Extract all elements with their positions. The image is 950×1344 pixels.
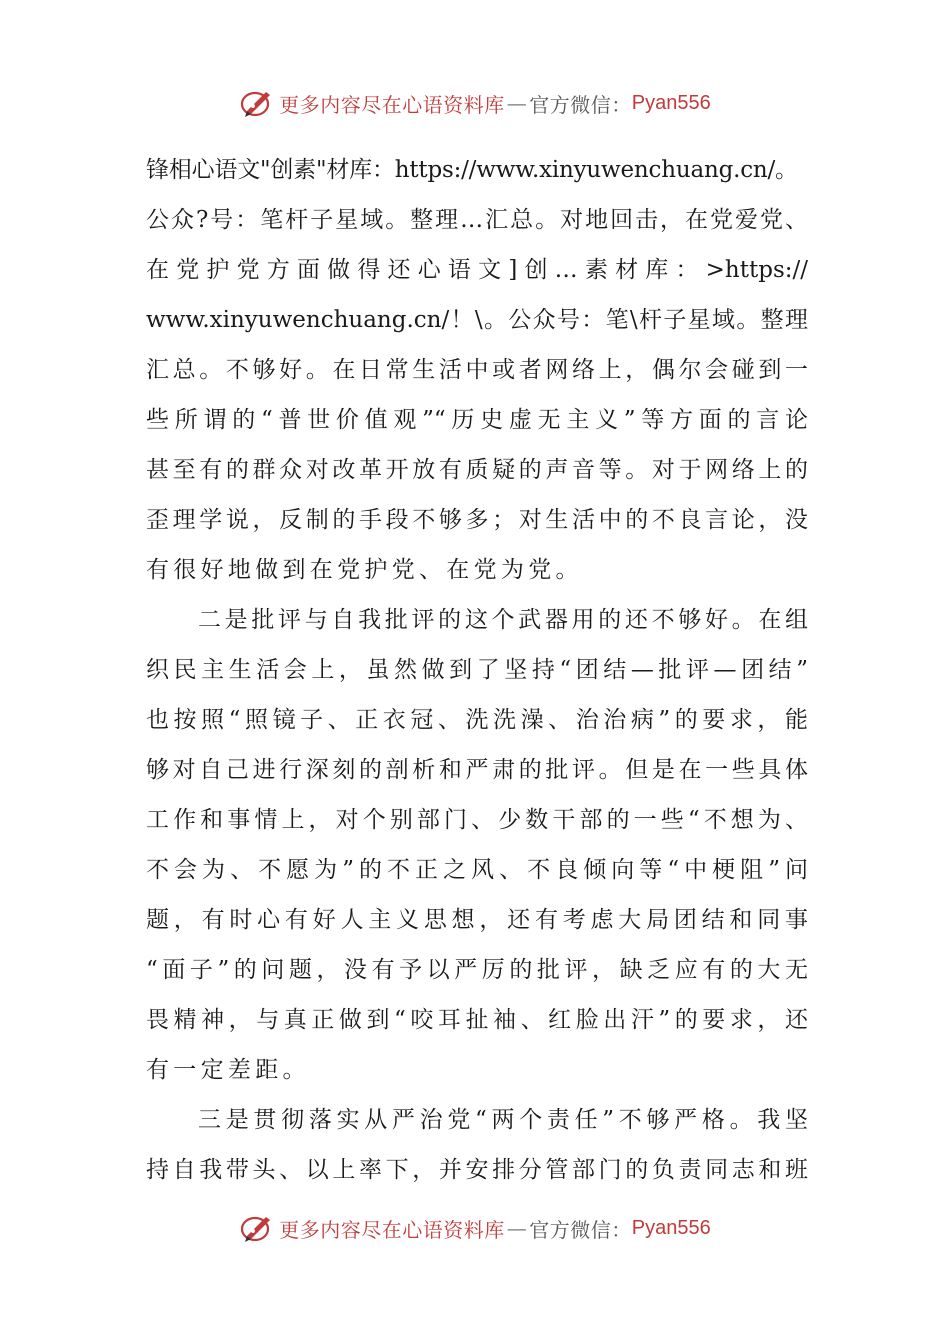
header-banner	[0, 83, 950, 123]
text-line: 锋相心语文"创素"材库：https://www.xinyuwenchuang.cn/。	[146, 157, 798, 183]
text-line: 不会为、不愿为”的不正之风、不良倾向等“中梗阻”问	[146, 857, 808, 883]
banner-dash: —	[506, 1216, 528, 1240]
text-line: 二是批评与自我批评的这个武器用的还不够好。在组	[198, 607, 808, 633]
text-line: 持自我带头、以上率下，并安排分管部门的负责同志和班	[146, 1157, 808, 1183]
text-line: 甚至有的群众对改革开放有质疑的声音等。对于网络上的	[146, 457, 808, 483]
text-line: 工作和事情上，对个别部门、少数干部的一些“不想为、	[146, 807, 808, 833]
text-line: 些所谓的“普世价值观”“历史虚无主义”等方面的言论	[146, 407, 808, 433]
text-line: 有很好地做到在党护党、在党为党。	[146, 557, 583, 583]
text-line: 畏精神，与真正做到“咬耳扯袖、红脸出汗”的要求，还	[146, 1007, 808, 1033]
document-body	[146, 145, 808, 1195]
text-line: 题，有时心有好人主义思想，还有考虑大局团结和同事	[146, 907, 808, 933]
text-line: www.xinyuwenchuang.cn/！\。公众号：笔\杆子星域。整理	[146, 307, 808, 333]
banner-text: 更多内容尽在心语资料库	[279, 1217, 505, 1242]
banner-official-label: 官方微信：	[529, 92, 632, 117]
text-line: “面子”的问题，没有予以严厉的批评，缺乏应有的大无	[146, 957, 808, 983]
footer-banner	[0, 1208, 950, 1248]
text-line: 有一定差距。	[146, 1057, 310, 1083]
banner-wechat-id: Pyan556	[631, 1216, 711, 1239]
text-line: 在党护党方面做得还心语文]创…素材库：>https://	[146, 257, 808, 283]
text-line: 三是贯彻落实从严治党“两个责任”不够严格。我坚	[198, 1107, 808, 1133]
banner-text: 更多内容尽在心语资料库	[279, 92, 505, 117]
banner-wechat-id: Pyan556	[631, 91, 711, 114]
pen-logo-icon	[239, 1210, 275, 1246]
text-line: 织民主生活会上，虽然做到了坚持“团结—批评—团结”	[146, 657, 808, 683]
banner-official-label: 官方微信：	[529, 1217, 632, 1242]
text-line: 公众?号：笔杆子星域。整理…汇总。对地回击，在党爱党、	[146, 207, 808, 233]
banner-dash: —	[506, 91, 528, 115]
pen-logo-icon	[239, 85, 275, 121]
text-line: 够对自己进行深刻的剖析和严肃的批评。但是在一些具体	[146, 757, 808, 783]
text-line: 歪理学说，反制的手段不够多；对生活中的不良言论，没	[146, 507, 808, 533]
text-line: 也按照“照镜子、正衣冠、洗洗澡、治治病”的要求，能	[146, 707, 808, 733]
text-line: 汇总。不够好。在日常生活中或者网络上，偶尔会碰到一	[146, 357, 808, 383]
